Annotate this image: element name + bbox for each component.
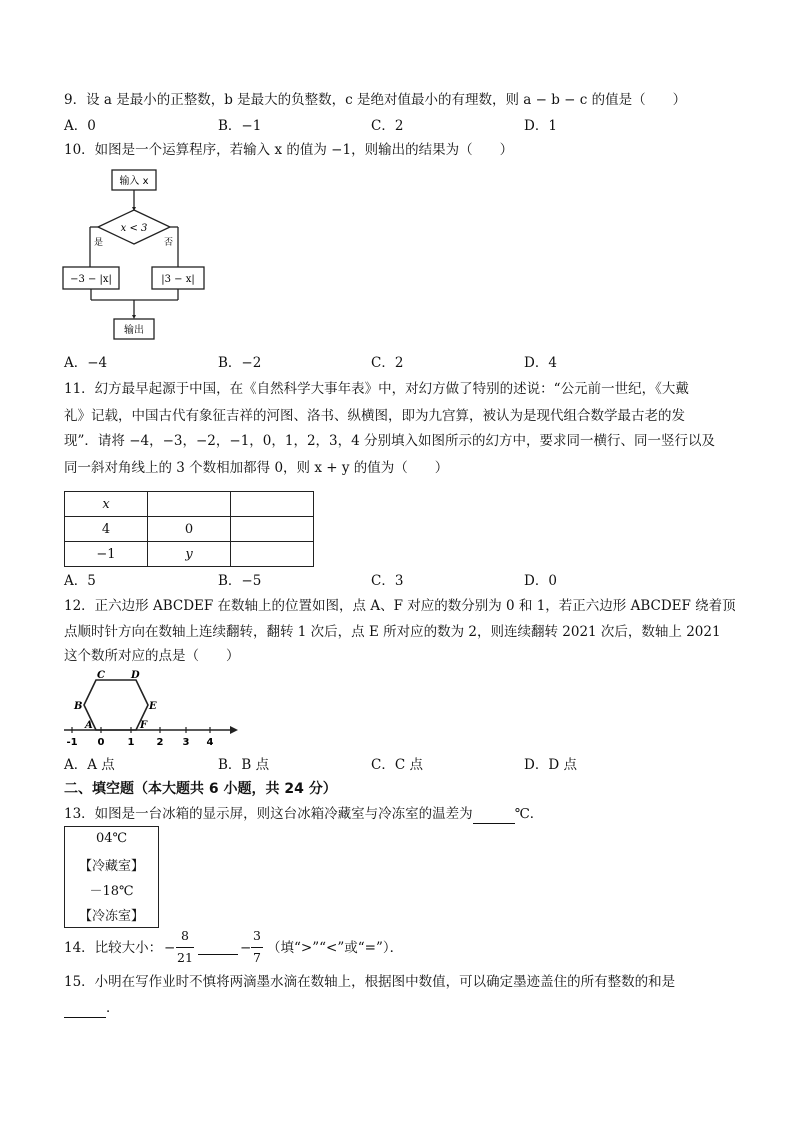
magic-cell: −1 (65, 542, 148, 567)
magic-cell (231, 542, 314, 567)
tick-label: 0 (97, 737, 105, 748)
magic-cell: 4 (65, 517, 148, 542)
q13-text-after: ℃． (514, 806, 544, 822)
q15-answer-blank[interactable] (64, 999, 106, 1018)
q11-line4: 同一斜对角线上的 3 个数相加都得 0，则 x + y 的值为（ ） (64, 460, 449, 476)
q12-option-c[interactable]: C．C 点 (371, 757, 423, 773)
q15-line2-after: ． (106, 1000, 120, 1016)
q14-answer-blank[interactable] (198, 939, 238, 955)
magic-cell: 0 (148, 517, 231, 542)
frac2-numerator: 3 (253, 928, 261, 943)
flow-output-text: 输出 (124, 325, 144, 336)
vertex-a: A (85, 720, 93, 731)
q10-flowchart (60, 163, 220, 343)
tick-label: 4 (206, 737, 214, 748)
vertex-c: C (97, 670, 105, 681)
vertex-b: B (74, 701, 83, 712)
q12-line2: 点顺时针方向在数轴上连续翻转，翻转 1 次后，点 E 所对应的数为 2，则连续翻转 2021 次后，数轴上 2021 (64, 624, 721, 640)
frac1-denominator: 21 (177, 950, 193, 965)
q13-answer-blank[interactable] (473, 805, 515, 824)
q10-option-c[interactable]: C．2 (371, 355, 404, 371)
q12-option-a[interactable]: A．A 点 (64, 757, 115, 773)
q9-option-c[interactable]: C．2 (371, 118, 404, 134)
fridge-label-1: 【冷藏室】 (78, 859, 144, 874)
axis-arrow-icon (230, 726, 238, 734)
q9-text: 9．设 a 是最小的正整数，b 是最大的负整数，c 是绝对值最小的有理数，则 a − b − c 的值是（ ） (64, 92, 687, 108)
q14-frac1-sign: − (164, 940, 176, 956)
frac1-numerator: 8 (181, 928, 189, 943)
flow-left-text: −3 − |x| (70, 274, 112, 285)
fridge-display (64, 826, 159, 928)
q13-text (64, 805, 543, 824)
magic-cell (231, 492, 314, 517)
magic-square (64, 491, 314, 567)
vertex-d: D (131, 670, 140, 681)
magic-cell: x (65, 492, 148, 517)
q10-option-b[interactable]: B．−2 (218, 355, 262, 371)
q15-line2 (64, 999, 120, 1018)
q12-hexagon-figure (60, 667, 240, 749)
flow-no-label: 否 (164, 238, 174, 248)
q9-option-d[interactable]: D．1 (524, 118, 557, 134)
q14-fraction-2 (251, 928, 263, 968)
flow-right-text: |3 − x| (161, 274, 195, 285)
magic-cell (148, 492, 231, 517)
q12-option-d[interactable]: D．D 点 (524, 757, 577, 773)
q10-option-d[interactable]: D．4 (524, 355, 557, 371)
frac2-denominator: 7 (253, 950, 261, 965)
q11-option-d[interactable]: D．0 (524, 573, 557, 589)
hexagon (84, 680, 148, 730)
q12-line3: 这个数所对应的点是（ ） (64, 648, 240, 664)
magic-cell (231, 517, 314, 542)
q12-line1: 12．正六边形 ABCDEF 在数轴上的位置如图，点 A、F 对应的数分别为 0 和 1，若正六边形 ABCDEF 绕着顶 (64, 598, 736, 614)
q9-option-b[interactable]: B．−1 (218, 118, 262, 134)
fridge-label-2: 【冷冻室】 (78, 909, 144, 924)
q11-option-a[interactable]: A．5 (64, 573, 96, 589)
tick-label: 3 (182, 737, 190, 748)
q11-line2: 礼》记载，中国古代有象征吉祥的河图、洛书、纵横图，即为九宫算，被认为是现代组合数学最古老的发 (64, 408, 685, 424)
fridge-temp-1: 04℃ (95, 831, 128, 846)
fridge-temp-2: －18℃ (89, 884, 134, 899)
flow-input-text: 输入 x (119, 176, 149, 187)
flow-yes-label: 是 (94, 238, 104, 248)
magic-cell: y (148, 542, 231, 567)
q15-line1: 15．小明在写作业时不慎将两滴墨水滴在数轴上，根据图中数值，可以确定墨迹盖住的所有整数的和是 (64, 974, 676, 990)
q11-line3: 现”．请将 −4，−3，−2，−1，0，1，2，3，4 分别填入如图所示的幻方中，要求同一横行、同一竖行以及 (64, 433, 716, 449)
q14-frac2-sign: − (240, 940, 252, 956)
q11-option-c[interactable]: C．3 (371, 573, 404, 589)
q14-fraction-1 (176, 928, 194, 968)
q12-option-b[interactable]: B．B 点 (218, 757, 270, 773)
q9-option-a[interactable]: A．0 (64, 118, 96, 134)
q14-prefix: 14．比较大小： (64, 940, 163, 956)
tick-label: 1 (127, 737, 135, 748)
tick-label: 2 (156, 737, 164, 748)
vertex-f: F (140, 720, 148, 731)
q13-text-before: 13．如图是一台冰箱的显示屏，则这台冰箱冷藏室与冷冻室的温差为 (64, 806, 473, 822)
q11-option-b[interactable]: B．−5 (218, 573, 262, 589)
q11-line1: 11．幻方最早起源于中国，在《自然科学大事年表》中，对幻方做了特别的述说：“公元前一世纪，《大戴 (64, 381, 689, 397)
q10-text: 10．如图是一个运算程序，若输入 x 的值为 −1，则输出的结果为（ ） (64, 142, 514, 158)
section-2-title: 二、填空题（本大题共 6 小题，共 24 分） (64, 781, 337, 797)
vertex-e: E (149, 701, 157, 712)
tick-label: -1 (66, 737, 78, 748)
flow-condition-text: x < 3 (120, 223, 148, 234)
q10-option-a[interactable]: A．−4 (64, 355, 108, 371)
q14-suffix: （填“>”“<”或“=”）． (267, 940, 404, 956)
